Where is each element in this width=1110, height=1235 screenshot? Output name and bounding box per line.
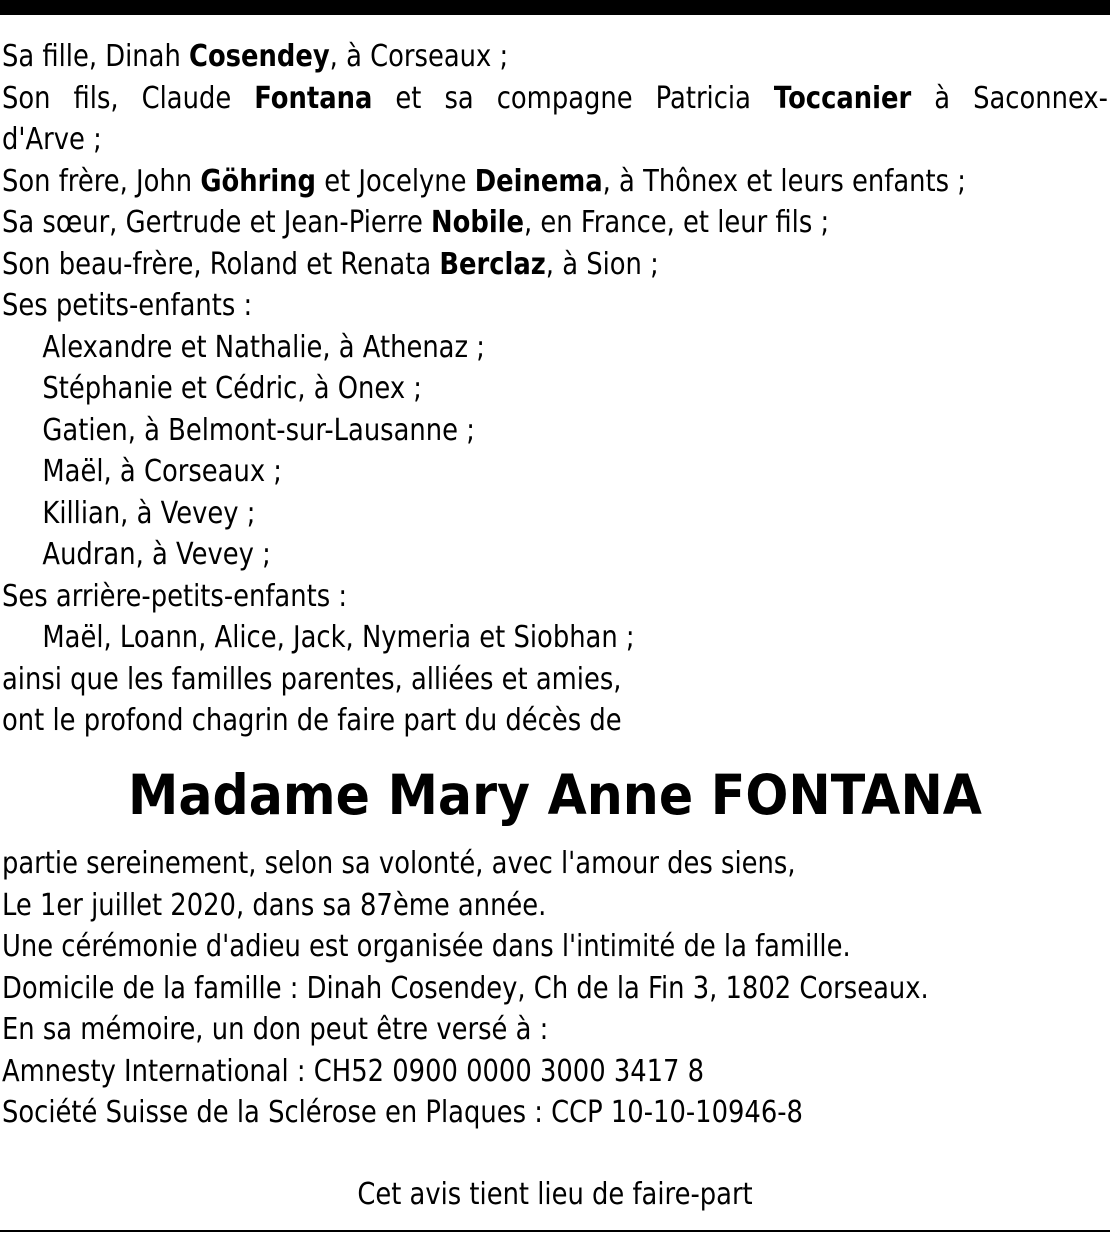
sister-surname: Nobile xyxy=(431,205,525,240)
details-line: Le 1er juillet 2020, dans sa 87ème année. xyxy=(2,887,547,923)
grandchild-item: Maël, à Corseaux ; xyxy=(42,454,282,489)
announcement-line: ont le profond chagrin de faire part du décès de xyxy=(2,703,622,738)
daughter-surname: Cosendey xyxy=(189,39,330,74)
family-line-son xyxy=(2,78,1108,120)
ceremony-details xyxy=(2,843,953,1134)
details-line: Domicile de la famille : Dinah Cosendey, Ch de la Fin 3, 1802 Corseaux. xyxy=(2,970,929,1006)
grandchildren-heading: Ses petits-enfants : xyxy=(2,288,253,323)
daughter-place: , à Corseaux ; xyxy=(329,39,509,74)
brother-text: Son frère, John xyxy=(2,163,201,199)
family-line-son-continued: d'Arve ; xyxy=(2,122,102,157)
top-rule xyxy=(0,0,1110,15)
family-line-brother xyxy=(2,161,966,203)
bottom-rule xyxy=(0,1230,1110,1232)
details-line: Amnesty International : CH52 0900 0000 3000 3417 8 xyxy=(2,1053,705,1089)
son-text: Son fils, Claude xyxy=(2,80,255,116)
brother-surname: Göhring xyxy=(200,163,317,199)
details-line: Une cérémonie d'adieu est organisée dans l'intimité de la famille. xyxy=(2,929,851,964)
brother-in-law-surname: Berclaz xyxy=(439,246,546,282)
deceased-name: Madame Mary Anne FONTANA xyxy=(128,763,982,827)
brother-in-law-place: , à Sion ; xyxy=(545,246,659,282)
family-line-brother-in-law xyxy=(2,244,953,286)
family-list xyxy=(2,36,1108,742)
grandchild-item: Gatien, à Belmont-sur-Lausanne ; xyxy=(42,412,475,448)
notice-footer: Cet avis tient lieu de faire-part xyxy=(357,1177,753,1212)
closing-line: ainsi que les familles parentes, alliées et amies, xyxy=(2,661,622,697)
details-line: partie sereinement, selon sa volonté, avec l'amour des siens, xyxy=(2,846,796,881)
sister-text: Sa sœur, Gertrude et Jean-Pierre xyxy=(2,205,432,240)
great-grandchildren-heading: Ses arrière-petits-enfants : xyxy=(2,578,348,614)
son-place: à Saconnex- xyxy=(911,80,1108,116)
sister-place: , en France, et leur fils ; xyxy=(524,205,830,240)
details-line: En sa mémoire, un don peut être versé à : xyxy=(2,1012,549,1047)
family-line-daughter xyxy=(2,36,953,78)
daughter-text: Sa fille, Dinah xyxy=(2,39,190,74)
son-partner-surname: Toccanier xyxy=(773,80,912,116)
brother-in-law-text: Son beau-frère, Roland et Renata xyxy=(2,246,440,282)
grandchild-item: Stéphanie et Cédric, à Onex ; xyxy=(42,371,422,406)
family-line-sister xyxy=(2,202,953,244)
grandchild-item: Killian, à Vevey ; xyxy=(42,495,256,531)
son-partner-text: et sa compagne Patricia xyxy=(372,80,774,116)
details-line: Société Suisse de la Sclérose en Plaques : CCP 10-10-10946-8 xyxy=(2,1095,803,1130)
brother-place: , à Thônex et leurs enfants ; xyxy=(602,163,966,199)
brother-partner-surname: Deinema xyxy=(474,163,603,199)
grandchild-item: Audran, à Vevey ; xyxy=(42,537,271,572)
grandchild-item: Alexandre et Nathalie, à Athenaz ; xyxy=(42,329,485,365)
great-grandchildren-list: Maël, Loann, Alice, Jack, Nymeria et Siobhan ; xyxy=(42,620,635,655)
brother-partner-text: et Jocelyne xyxy=(316,163,475,199)
son-surname: Fontana xyxy=(254,80,373,116)
